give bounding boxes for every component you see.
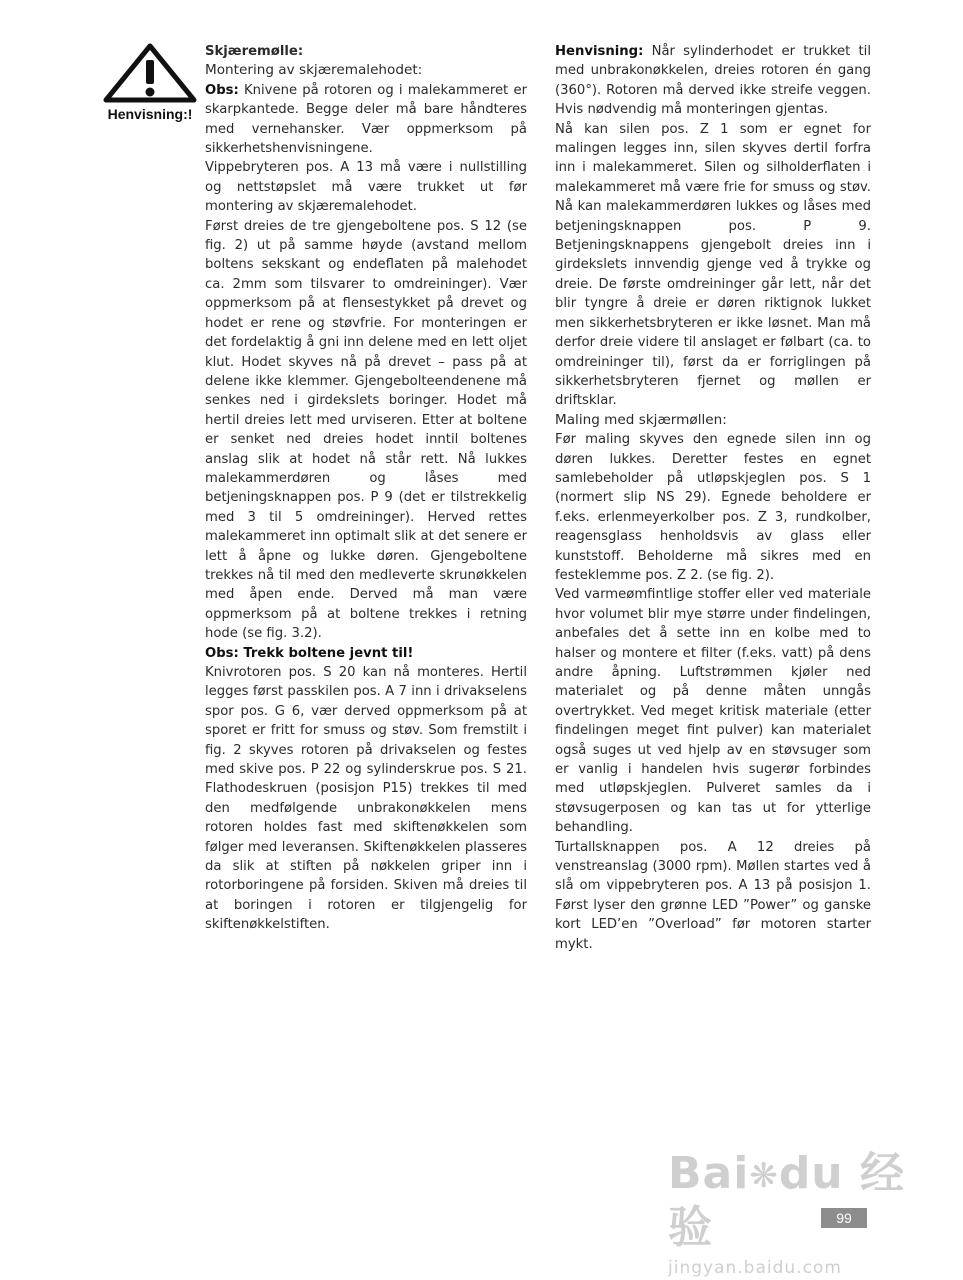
- page-number: 99: [821, 1208, 867, 1228]
- hint-text: Når sylinderhodet er trukket til med unbrakonøkkelen, dreies rotoren én gang (360°). Rotoren må derved ikke streife veggen. Hvis nødvendig må monteringen gjentas.: [555, 44, 871, 118]
- section-heading: Skjæremølle:: [205, 44, 304, 59]
- section-subheading: Montering av skjæremalehodet:: [205, 62, 423, 79]
- hint-label: Henvisning:: [555, 44, 644, 59]
- paragraph: Før maling skyves den egnede silen inn og døren lukkes. Deretter festes en egnet samlebeholder på utløpskjeglen pos. S 1 (normert slip NS 29). Egnede beholdere er f.eks. erlenmeyerkolber pos. Z 3, rundkolber, reagensglass henholdsvis av glass eller kunststoff. Beholderne må sikres med en festeklemme pos. Z 2. (se fig. 2).: [555, 432, 871, 583]
- right-column: [555, 42, 871, 954]
- paragraph: Først dreies de tre gjengeboltene pos. S 12 (se fig. 2) ut på samme høyde (avstand mellom boltens sekskant og endeflaten på malehodet ca. 2mm som tilsvarer to omdreininger). Vær oppmerksom på at flensestykket på drevet og hodet er rene og støvfrie. For monteringen er det fordelaktig å gni inn delene med en lett oljet klut. Hodet skyves nå på drevet – pass på at delene ikke klemmer. Gjengebolteendenene må senkes ned i girdekslets boringer. Hodet må hertil dreies lett med urviseren. Etter at boltene er senket ned dreies hodet inntil boltenes anslag slik at hodet nå står rett. Nå lukkes malekammerdøren og låses med betjeningsknappen pos. P 9 (det er tilstrekkelig med 3 til 5 omdreininger). Herved rettes malekammeret inn optimalt slik at det senere er lett å åpne og lukke døren. Gjengeboltene trekkes nå til med den medleverte skrunøkkelen med åpen ende. Derved må man være oppmerksom på at boltene trekkes i retning hode (se fig. 3.2).: [205, 218, 527, 642]
- obs-label: Obs:: [205, 82, 239, 98]
- left-column: [205, 42, 527, 935]
- watermark-url: jingyan.baidu.com: [668, 1258, 842, 1278]
- paragraph: Vippebryteren pos. A 13 må være i nullstilling og nettstøpslet må være trukket ut før montering av skjæremalehodet.: [205, 160, 527, 215]
- warning-label: Henvisning:!: [107, 106, 193, 122]
- obs-warning: [205, 644, 527, 663]
- warning-triangle-icon: [102, 42, 198, 104]
- paragraph: Nå kan silen pos. Z 1 som er egnet for malingen legges inn, silen skyves dertil forfra inn i malekammeret. Silen og silholderflaten i malekammeret må være frie for smuss og støv. Nå kan malekammerdøren lukkes og låses med betjeningsknappen pos. P 9. Betjeningsknappens gjengebolt dreies inn i girdekslets innvendig gjenge ved å trykke og dreie. De første omdreininger går lett, når det blir tyngre å dreie er døren riktignok lukket men sikkerhetsbryteren er ikke løsnet. Man må derfor dreie videre til anslaget er følbart (ca. to omdreininger til), først da er forriglingen på sikkerhetsbryteren fjernet og møllen er driftsklar.: [555, 121, 871, 409]
- obs-paragraph: [205, 81, 527, 159]
- paragraph: Ved varmeømfintlige stoffer eller ved materiale hvor volumet blir mye større under findelingen, anbefales det å sette inn en kolbe med to halser og montere et filter (f.eks. vatt) på dens andre åpning. Luftstrømmen kjøler ned materialet og på denne måten unngås overtrykket. Ved meget kritisk materiale (etter findelingen meget fint pulver) kan materialet også suges ut ved hjelp av en støvsuger som er vanlig i handelen hvis sugerør forbindes med utløpskjeglen. Pulveret samles da i støvsugerposen og kan tas ut for ytterlige behandling.: [555, 587, 871, 836]
- paw-icon: ❋: [749, 1156, 779, 1196]
- paragraph: Knivrotoren pos. S 20 kan nå monteres. Hertil legges først passkilen pos. A 7 inn i drivakselens spor pos. G 6, vær derved oppmerksom på at sporet er fritt for smuss og støv. Som fremstilt i fig. 2 skyves rotoren på drivakselen og festes med skive pos. P 22 og sylinderskrue pos. S 21. Flathodeskruen (posisjon P15) trekkes til med den medfølgende unbrakonøkkelen mens rotoren holdes fast med skiftenøkkelen som følger med leveransen. Skiftenøkkelen plasseres da slik at stiften på nøkkelen griper inn i rotorboringene på forsiden. Skiven må dreies til at boringen i rotoren er tilgjengelig for skiftenøkkelstiften.: [205, 665, 527, 933]
- section-subheading: Maling med skjærmøllen:: [555, 411, 727, 428]
- obs-text: Knivene på rotoren og i malekammeret er skarpkantede. Begge deler må bare håndteres med vernehansker. Vær oppmerksom på sikkerhetshenvisningene.: [205, 82, 527, 157]
- obs-bold-text: Obs: Trekk boltene jevnt til!: [205, 645, 414, 661]
- warning-block: [100, 42, 200, 122]
- watermark: [668, 1148, 908, 1278]
- watermark-logo: Bai❋du 经验: [668, 1148, 905, 1253]
- paragraph: Turtallsknappen pos. A 12 dreies på venstreanslag (3000 rpm). Møllen startes ved å slå om vippebryteren pos. A 13 på posisjon 1. Først lyser den grønne LED ”Power” og ganske kort LED’en ”Overload” før motoren starter mykt.: [555, 839, 871, 952]
- hint-paragraph: [555, 42, 871, 120]
